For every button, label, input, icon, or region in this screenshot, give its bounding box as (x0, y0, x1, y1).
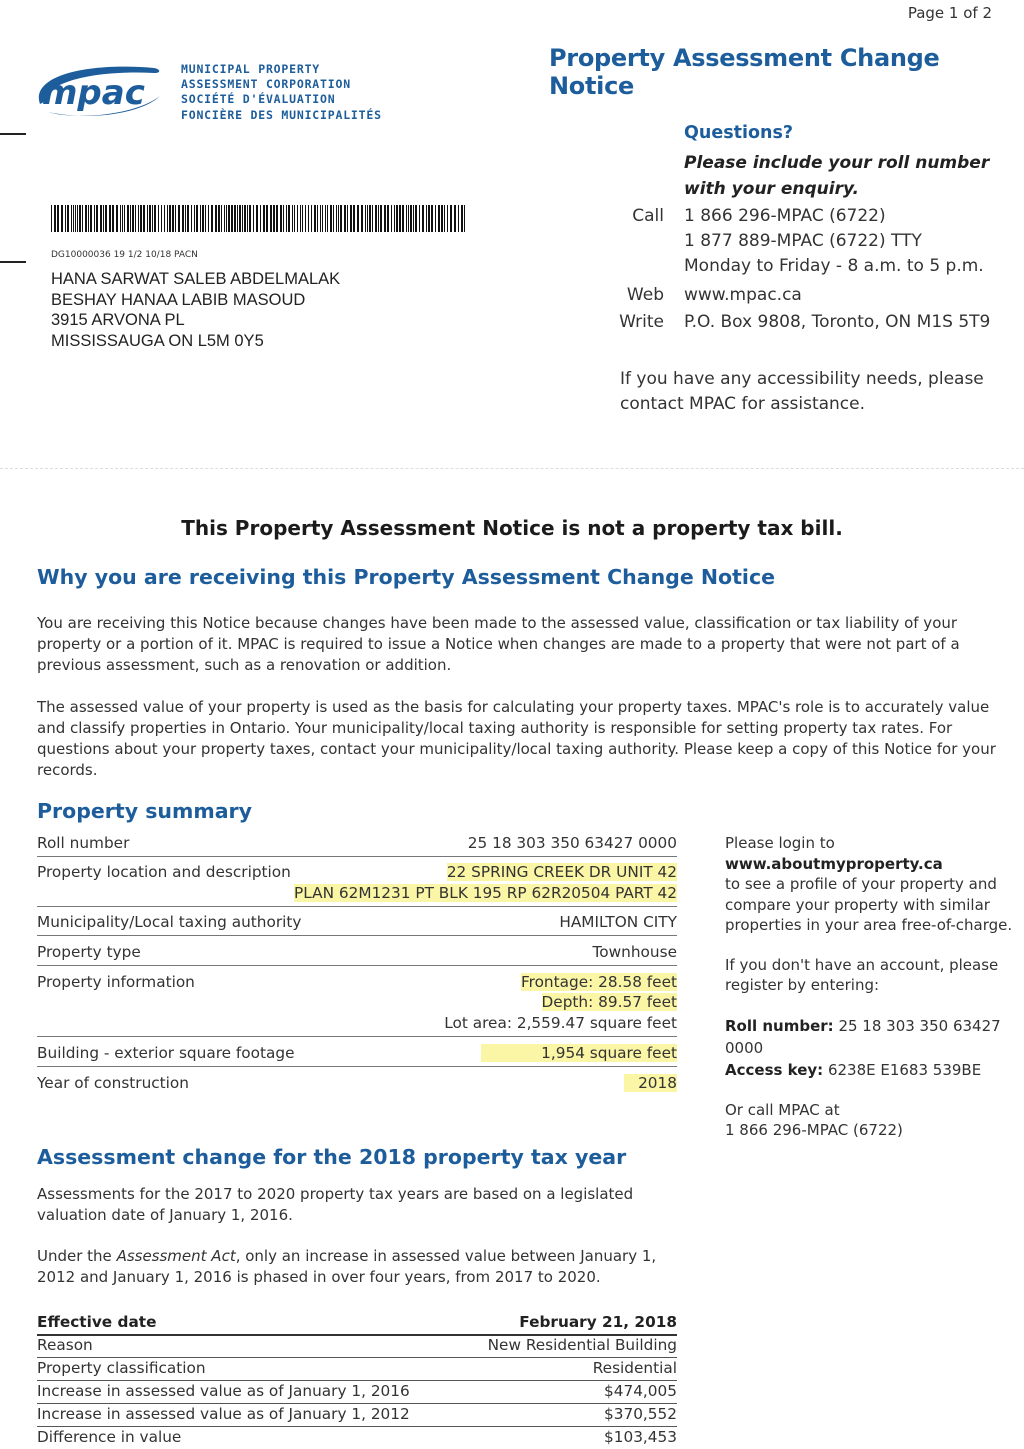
classification-label: Property classification (37, 1359, 206, 1377)
org-name-line: SOCIÉTÉ D'ÉVALUATION (181, 92, 336, 107)
fold-mark (0, 261, 26, 263)
mpac-logo (34, 60, 166, 126)
perforation-line (0, 468, 1024, 469)
address-line: MISSISSAUGA ON L5M 0Y5 (51, 331, 264, 350)
call-label: Call (632, 206, 664, 226)
reason-value: New Residential Building (487, 1336, 677, 1354)
accessibility-note: If you have any accessibility needs, please contact MPAC for assistance. (620, 369, 984, 414)
building-value: 1,954 square feet (481, 1044, 677, 1062)
increase-2016-label: Increase in assessed value as of January 1, 2016 (37, 1382, 410, 1400)
about-my-property-link[interactable]: www.aboutmyproperty.ca (725, 854, 943, 873)
side-roll-value: 25 18 303 350 63427 0000 (725, 1016, 1001, 1057)
roll-number-label: Roll number (37, 834, 130, 852)
classification-value: Residential (592, 1359, 677, 1377)
property-type-label: Property type (37, 943, 141, 961)
tty-number: 1 877 889-MPAC (6722) TTY (684, 231, 922, 251)
org-name-line: MUNICIPAL PROPERTY (181, 62, 321, 76)
side-roll-label: Roll number: (725, 1016, 834, 1035)
not-tax-bill-notice: This Property Assessment Notice is not a property tax bill. (181, 516, 843, 540)
valuation-date-paragraph: Assessments for the 2017 to 2020 property tax years are based on a legislated valuation date of January 1, 2016. (37, 1185, 634, 1224)
login-intro: Please login to (725, 834, 835, 852)
mailing-address: P.O. Box 9808, Toronto, ON M1S 5T9 (684, 312, 991, 332)
why-paragraph: You are receiving this Notice because changes have been made to the assessed value, classification or tax liability of your property or a portion of it. MPAC is required to issue a Notice when changes are made to a property that were not part of a previous assessment, such as a renovation or addition. (37, 614, 960, 674)
year-label: Year of construction (37, 1074, 189, 1092)
online-access-panel (725, 833, 1020, 1160)
row-divider (37, 1066, 677, 1067)
row-divider (37, 1380, 677, 1381)
location-label: Property location and description (37, 863, 291, 881)
role-paragraph: The assessed value of your property is used as the basis for calculating your property taxes. MPAC's role is to accurately value and classify properties in Ontario. Your municipality/local taxing authority is responsible for setting property tax rates. For questions about your property taxes, contact your municipality/local taxing authority. Please keep a copy of this Notice for your records. (37, 698, 996, 779)
frontage-value: Frontage: 28.58 feet (520, 973, 677, 991)
web-label: Web (626, 285, 664, 305)
website-link[interactable]: www.mpac.ca (684, 285, 802, 305)
municipality-label: Municipality/Local taxing authority (37, 913, 302, 931)
side-phone-number: 1 866 296-MPAC (6722) (725, 1121, 903, 1139)
address-line: BESHAY HANAA LABIB MASOUD (51, 290, 306, 309)
postal-barcode (51, 205, 467, 232)
scan-code: DG10000036 19 1/2 10/18 PACN (51, 250, 198, 260)
row-divider (37, 1357, 677, 1358)
document-title: Property Assessment Change Notice (549, 44, 940, 100)
property-type-value: Townhouse (592, 943, 677, 961)
access-key-value: 6238E E1683 539BE (827, 1060, 982, 1079)
org-name-line: FONCIÈRE DES MUNICIPALITÉS (181, 107, 382, 122)
address-line: HANA SARWAT SALEB ABDELMALAK (51, 270, 341, 288)
write-label: Write (619, 312, 664, 332)
increase-2012-label: Increase in assessed value as of January 1, 2012 (37, 1405, 410, 1423)
organization-names (181, 62, 382, 123)
address-line: 3915 ARVONA PL (51, 311, 185, 329)
login-description: to see a profile of your property and compare your property with similar properties in your area free-of-charge. (725, 875, 1013, 934)
effective-date-label: Effective date (37, 1313, 157, 1331)
questions-heading: Questions? (684, 123, 794, 143)
office-hours: Monday to Friday - 8 a.m. to 5 p.m. (684, 256, 984, 276)
recipient-address (51, 269, 340, 351)
roll-number-value: 25 18 303 350 63427 0000 (467, 834, 677, 852)
phase-in-paragraph: Under the Assessment Act, only an increase in assessed value between January 1, 2012 and January 1, 2016 is phased in over four years, from 2017 to 2020. (37, 1247, 657, 1286)
building-label: Building - exterior square footage (37, 1044, 295, 1062)
difference-label: Difference in value (37, 1428, 182, 1446)
municipality-value: HAMILTON CITY (559, 913, 677, 931)
property-summary-heading: Property summary (37, 799, 253, 823)
phone-number: 1 866 296-MPAC (6722) (684, 206, 886, 226)
row-divider (37, 1426, 677, 1427)
row-divider (37, 856, 677, 857)
access-key-label: Access key: (725, 1060, 824, 1079)
assessment-act: Assessment Act (116, 1247, 236, 1265)
increase-2016-value: $474,005 (604, 1382, 677, 1400)
row-divider (37, 935, 677, 936)
reason-label: Reason (37, 1336, 93, 1354)
location-line-1: 22 SPRING CREEK DR UNIT 42 (446, 863, 677, 881)
fold-mark (0, 133, 26, 135)
org-name-line: ASSESSMENT CORPORATION (181, 77, 351, 92)
lot-area-value: Lot area: 2,559.47 square feet (444, 1014, 677, 1032)
row-divider (37, 906, 677, 907)
difference-value: $103,453 (604, 1428, 677, 1446)
depth-value: Depth: 89.57 feet (541, 993, 677, 1011)
why-heading: Why you are receiving this Property Assessment Change Notice (37, 565, 775, 589)
location-line-2: PLAN 62M1231 PT BLK 195 RP 62R20504 PART 42 (294, 884, 677, 902)
property-info-label: Property information (37, 973, 195, 991)
increase-2012-value: $370,552 (604, 1405, 677, 1423)
effective-date-value: February 21, 2018 (519, 1313, 677, 1331)
row-divider (37, 1403, 677, 1404)
logo-wordmark: mpac (42, 73, 145, 113)
year-value: 2018 (624, 1074, 677, 1092)
assessment-change-heading: Assessment change for the 2018 property tax year (37, 1145, 627, 1169)
call-intro: Or call MPAC at (725, 1100, 840, 1119)
row-divider (37, 965, 677, 966)
register-instructions: If you don't have an account, please register by entering: (725, 955, 999, 994)
roll-number-note: Please include your roll number with your enquiry. (684, 153, 990, 199)
row-divider (37, 1036, 677, 1037)
page-number: Page 1 of 2 (907, 4, 992, 22)
